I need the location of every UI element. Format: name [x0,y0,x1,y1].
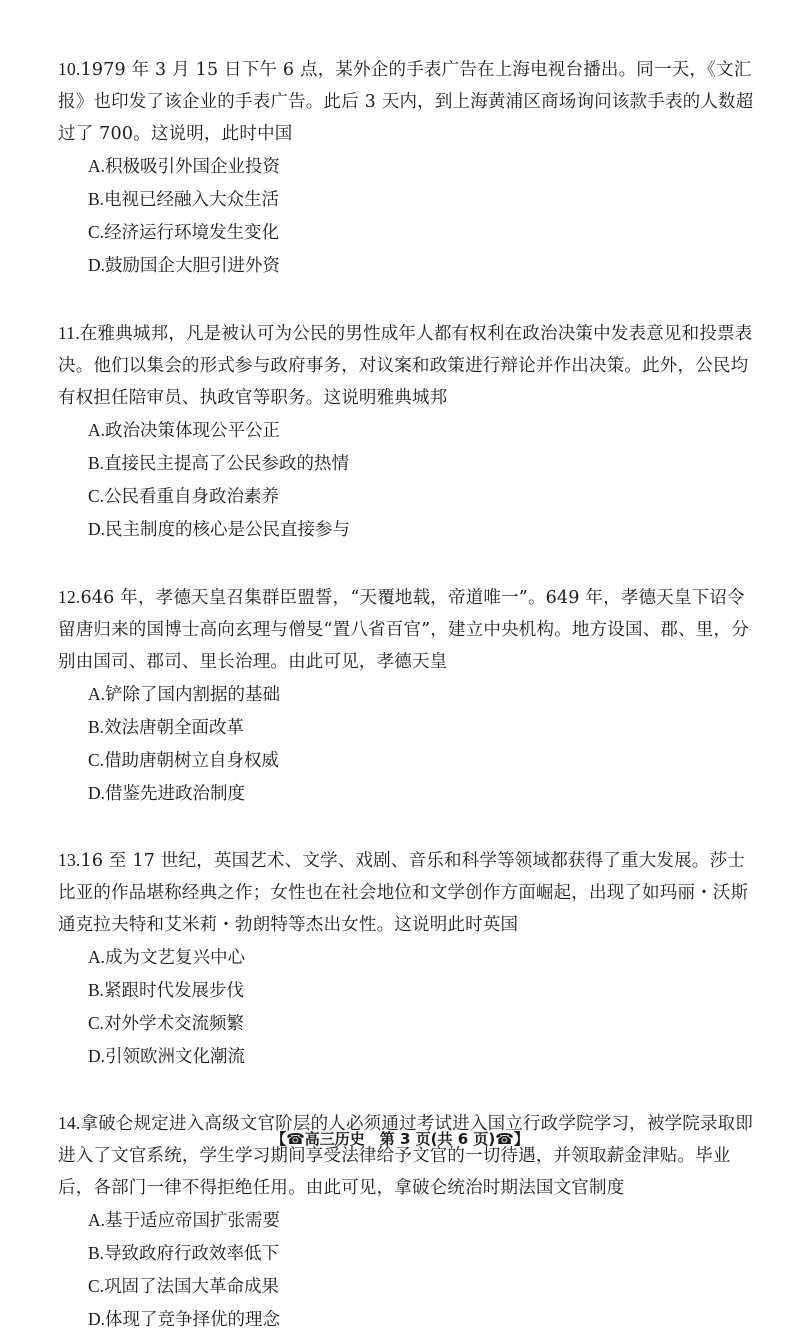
question-text: 在雅典城邦，凡是被认可为公民的男性成年人都有权利在政治决策中发表意见和投票表决。他们以集会的形式参与政府事务，对议案和政策进行辩论并作出决策。此外，公民均有权担任陪审员、执政官等职务。这说明雅典城邦 [58,324,753,408]
question-13 [58,844,758,1073]
option-b: B.导致政府行政效率低下 [88,1243,280,1264]
question-10 [58,53,758,282]
option-a: A.成为文艺复兴中心 [88,947,246,968]
question-text: 1979 年 3 月 15 日下午 6 点，某外企的手表广告在上海电视台播出。同一天，《文汇报》也印发了该企业的手表广告。此后 3 天内，到上海黄浦区商场询问该款手表的人数超过了 700。这说明，此时中国 [58,60,754,144]
option-b: B.效法唐朝全面改革 [88,717,245,738]
option-d: D.借鉴先进政治制度 [88,783,246,804]
option-d: D.体现了竞争择优的理念 [88,1309,281,1330]
question-number: 11. [58,323,80,343]
question-stem [58,844,758,941]
question-text: 拿破仑规定进入高级文官阶层的人必须通过考试进入国立行政学院学习，被学院录取即进入了文官系统，学生学习期间享受法律给予文官的一切待遇，并领取薪金津贴。毕业后，各部门一律不得拒绝任用。由此可见，拿破仑统治时期法国文官制度 [58,1114,754,1198]
question-stem [58,581,758,678]
question-11 [58,317,758,546]
question-stem [58,1107,758,1204]
option-d: D.引领欧洲文化潮流 [88,1046,246,1067]
option-c: C.经济运行环境发生变化 [88,222,280,243]
question-number: 12. [58,587,81,607]
question-12 [58,581,758,810]
question-number: 10. [58,59,81,79]
option-a: A.政治决策体现公平公正 [88,420,281,441]
question-number: 13. [58,850,81,870]
page-footer: 【☎高三历史 第 3 页(共 6 页)☎】 [271,1130,529,1148]
option-d: D.鼓励国企大胆引进外资 [88,255,281,276]
question-stem [58,317,758,414]
option-b: B.直接民主提高了公民参政的热情 [88,453,350,474]
question-stem [58,53,758,150]
option-c: C.对外学术交流频繁 [88,1013,245,1034]
option-b: B.电视已经融入大众生活 [88,189,280,210]
question-number: 14. [58,1113,81,1133]
option-c: C.借助唐朝树立自身权威 [88,750,280,771]
option-b: B.紧跟时代发展步伐 [88,980,245,1001]
option-c: C.巩固了法国大革命成果 [88,1276,280,1297]
option-a: A.基于适应帝国扩张需要 [88,1210,281,1231]
question-text: 16 至 17 世纪，英国艺术、文学、戏剧、音乐和科学等领域都获得了重大发展。莎士比亚的作品堪称经典之作；女性也在社会地位和文学创作方面崛起，出现了如玛丽・沃斯通克拉夫特和艾米莉・勃朗特等杰出女性。这说明此时英国 [58,851,749,935]
option-a: A.积极吸引外国企业投资 [88,156,281,177]
option-c: C.公民看重自身政治素养 [88,486,280,507]
option-a: A.铲除了国内割据的基础 [88,684,281,705]
question-text: 646 年，孝德天皇召集群臣盟誓，“天覆地载，帝道唯一”。649 年，孝德天皇下诏令留唐归来的国博士高向玄理与僧旻“置八省百官”，建立中央机构。地方设国、郡、里，分别由国司、郡司、里长治理。由此可见，孝德天皇 [58,588,749,672]
option-d: D.民主制度的核心是公民直接参与 [88,519,351,540]
